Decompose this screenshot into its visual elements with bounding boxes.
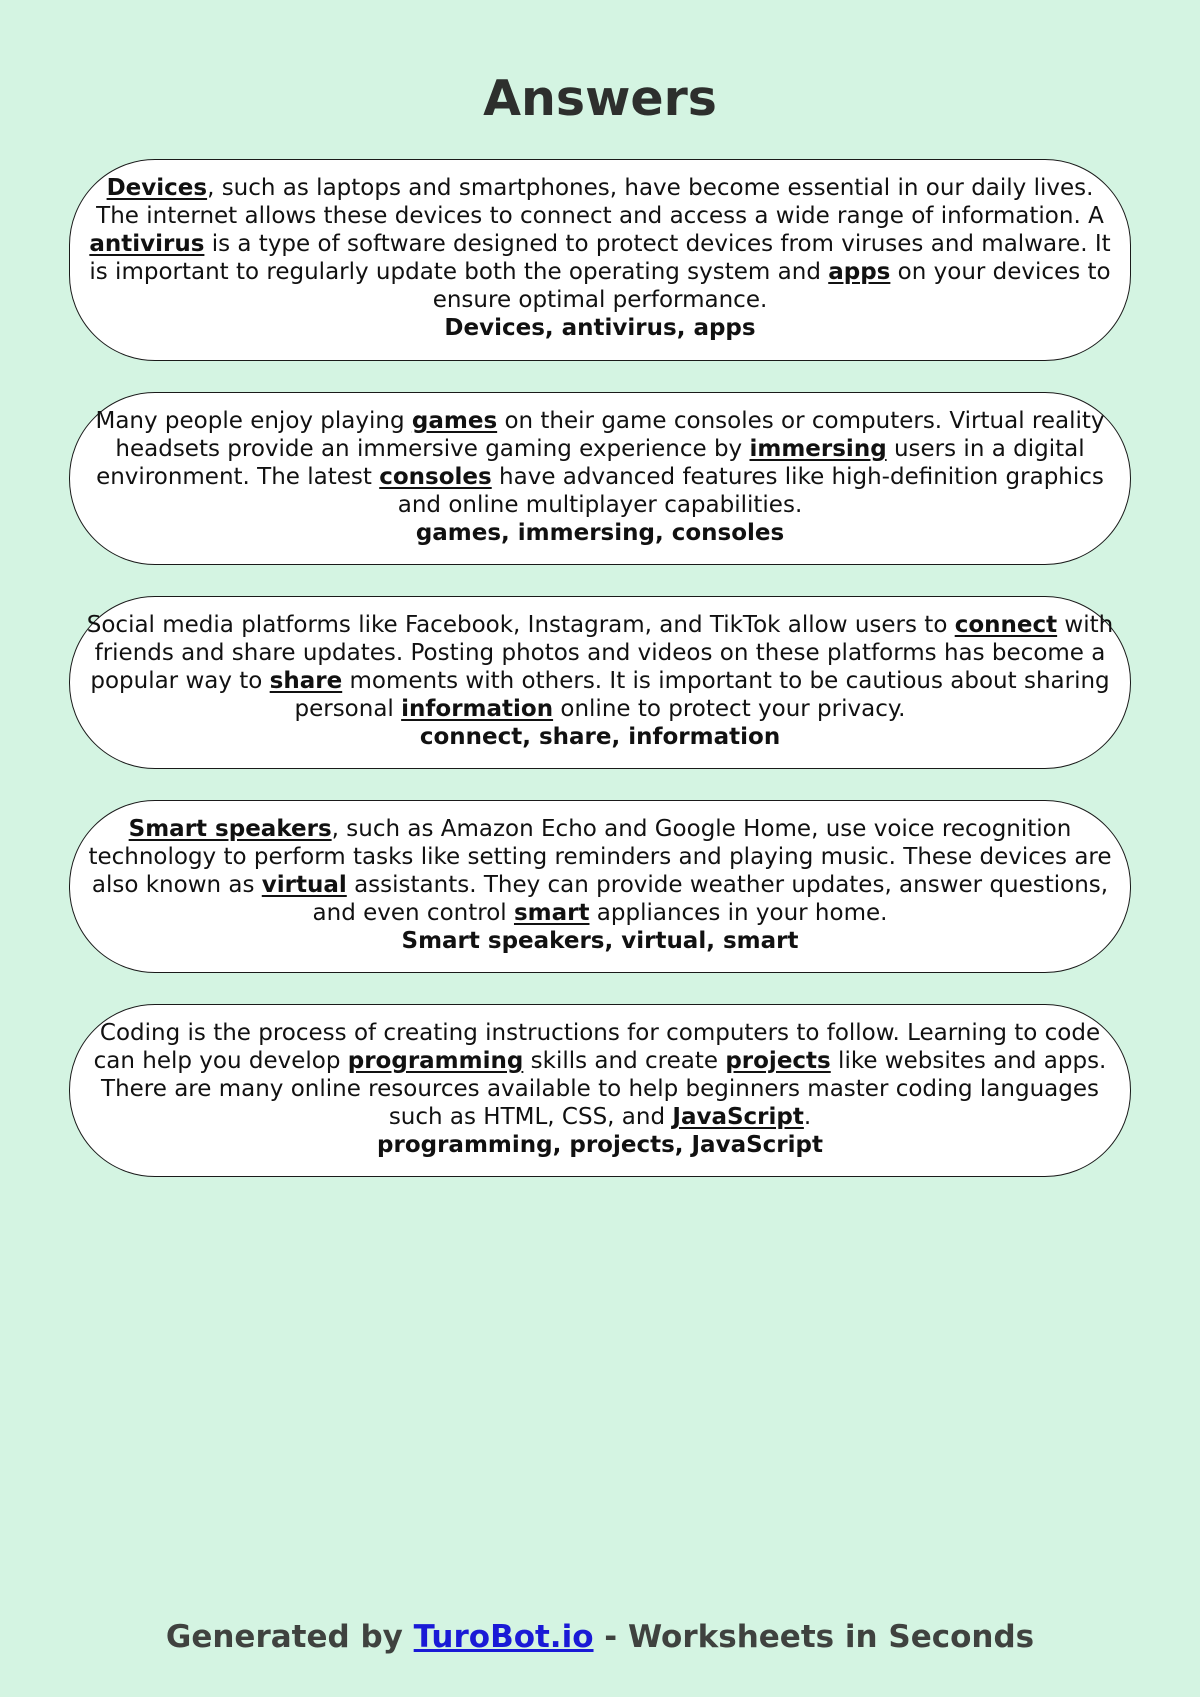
- answer-word: connect: [954, 612, 1058, 638]
- answer-card: [69, 392, 1131, 565]
- answer-card: [69, 159, 1131, 361]
- passage-text: Devices, such as laptops and smartphones, have become essential in our daily lives. The internet allows these devices to connect and access a wide range of information. A antivirus is a type of software designed to protect devices from viruses and malware. It is important to regularly update both the operating system and apps on your devices to ensure optimal performance.: [89, 175, 1111, 313]
- answer-word: smart: [513, 900, 590, 926]
- answer-word: antivirus: [89, 231, 205, 257]
- answer-word: immersing: [749, 436, 887, 462]
- answer-card: [69, 596, 1131, 769]
- passage-text: Coding is the process of creating instructions for computers to follow. Learning to code can help you develop programming skills and create projects like websites and apps. There are many online resources available to help beginners master coding languages such as HTML, CSS, and JavaScript.: [93, 1020, 1107, 1130]
- answer-word: information: [401, 696, 554, 722]
- answer-word: JavaScript: [672, 1104, 804, 1130]
- answer-key: Smart speakers, virtual, smart: [401, 928, 799, 954]
- answer-word: Devices: [106, 175, 208, 201]
- answer-key: games, immersing, consoles: [415, 520, 785, 546]
- answer-card: [69, 800, 1131, 973]
- passage-text: Smart speakers, such as Amazon Echo and Google Home, use voice recognition technology to perform tasks like setting reminders and playing music. These devices are also known as virtual assistants. They can provide weather updates, answer questions, and even control smart appliances in your home.: [88, 816, 1112, 926]
- answer-word: games: [411, 408, 498, 434]
- answer-key: connect, share, information: [419, 724, 781, 750]
- answer-word: projects: [725, 1048, 831, 1074]
- answer-word: apps: [828, 259, 891, 285]
- answer-word: programming: [347, 1048, 524, 1074]
- answer-key: programming, projects, JavaScript: [377, 1132, 823, 1158]
- answer-card: [69, 1004, 1131, 1177]
- page-title: Answers: [483, 70, 717, 127]
- answer-key: Devices, antivirus, apps: [444, 315, 756, 341]
- passage-text: Many people enjoy playing games on their game consoles or computers. Virtual reality headsets provide an immersive gaming experience by immersing users in a digital environment. The latest consoles have advanced features like high-definition graphics and online multiplayer capabilities.: [95, 408, 1105, 518]
- answer-word: consoles: [379, 464, 492, 490]
- answer-word: virtual: [261, 872, 347, 898]
- answer-word: Smart speakers: [128, 816, 332, 842]
- passage-text: Social media platforms like Facebook, Instagram, and TikTok allow users to connect with friends and share updates. Posting photos and videos on these platforms has become a popular way to share moments with others. It is important to be cautious about sharing personal information online to protect your privacy.: [86, 612, 1114, 722]
- footer: Generated by TuroBot.io - Worksheets in Seconds: [165, 1619, 1035, 1655]
- answer-word: share: [269, 668, 343, 694]
- turobot-link[interactable]: TuroBot.io: [413, 1619, 594, 1655]
